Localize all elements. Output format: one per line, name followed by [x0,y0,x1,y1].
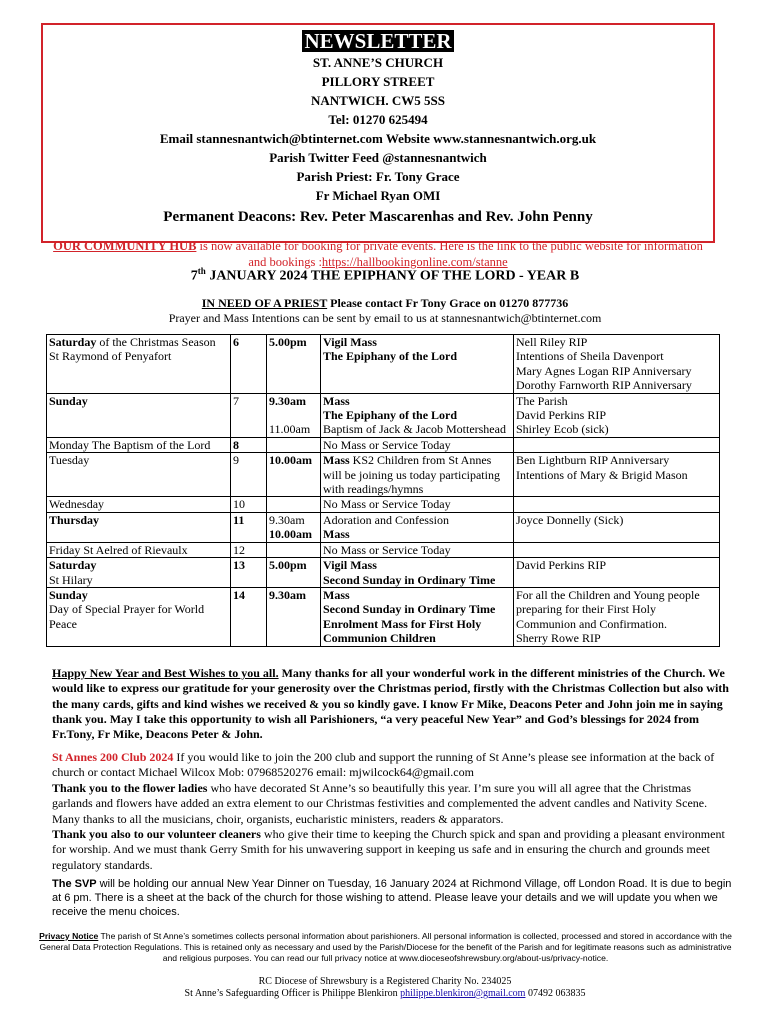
date-cell: 13 [231,558,267,588]
day-note: of the Christmas Season [96,335,216,349]
cleaners-label: Thank you also to our volunteer cleaners [52,827,261,841]
intention: For all the Children and Young people preparing for their First Holy Communion and Confirmation. [516,587,700,631]
charity-line: RC Diocese of Shrewsbury is a Registered Charity No. 234025 [258,976,512,987]
fr-michael: Fr Michael Ryan OMI [315,188,441,203]
safeguarding-email-link[interactable]: philippe.blenkiron@gmail.com [400,988,526,999]
time-line: 9.30am [269,512,305,527]
date-cell: 9 [231,453,267,497]
intention: Ben Lightburn RIP Anniversary [516,453,670,468]
privacy-notice [38,931,733,964]
service-line: Enrolment Mass for First Holy Communion Children [323,616,482,646]
need-priest-line [0,296,770,311]
cleaners-text: who give their time to keeping the Church spick and span and providing a pleasant environment for worship. And we must thank Gerry Smith for his unwavering support in keeping us safe and in ensuring the church and grounds meet regulatory standards. [52,827,725,872]
table-row [47,512,720,542]
flower-ladies-label: Thank you to the flower ladies [52,781,208,795]
prayer-intentions-line: Prayer and Mass Intentions can be sent by email to us at stannesnantwich@btinternet.com [168,311,602,325]
service-line: Vigil Mass [323,558,377,573]
service-cell: No Mass or Service Today [321,437,514,452]
service-line: Adoration and Confession [323,512,449,527]
twitter-feed: Parish Twitter Feed @stannesnantwich [269,150,487,165]
flower-ladies-paragraph [52,781,732,827]
day-note: Day of Special Prayer for World Peace [49,602,205,631]
date-cell: 8 [231,437,267,452]
day-label: Sunday [49,587,88,602]
club-200-label: St Annes 200 Club 2024 [52,750,174,764]
time-cell [267,542,321,557]
cleaners-paragraph [52,827,732,873]
time-line: 9.30am [269,393,306,408]
privacy-text: The parish of St Anne’s sometimes collects personal information about parishioners. All personal information is collected, processed and stored in accordance with the General Data Protection Regulations. This is retained only as necessary and used by the Parish/Diocese for the benefit of the Parish and for legitimate reasons such as administrative and religious purposes. You can read our full privacy notice at www.dioceseofshrewsbury.org/about-us/privacy-notice. [39,931,732,963]
service-cell: No Mass or Service Today [321,497,514,512]
service-line: Mass [323,587,350,602]
greeting-text: Many thanks for all your wonderful work in the different ministries of the Church. We would like to express our gratitude for your generosity over the Christmas period, firstly with the Christmas Collection but also with the many cards, gifts and kind wishes we received & you so kindly gave. I know Fr Mike, Deacons Peter and John join me in saying thank you. May I take this opportunity to wish all Parishioners, “a very peaceful New Year” and God’s blessings for 2024 from Fr.Tony, Fr Mike, Deacons Peter & John. [52,666,729,742]
epiphany-heading [0,266,770,285]
service-cell: No Mass or Service Today [321,542,514,557]
date-cell: 14 [231,587,267,646]
church-street: PILLORY STREET [321,74,435,89]
service-cell [321,587,514,646]
intentions-cell [514,497,720,512]
intention: David Perkins RIP [516,558,606,573]
day-cell [47,335,231,394]
time-line: 10.00am [269,527,312,542]
hall-booking-link[interactable]: https://hallbookingonline.com/stanne [321,255,508,269]
table-row [47,558,720,588]
service-cell [321,393,514,437]
table-row [47,497,720,512]
date-cell: 12 [231,542,267,557]
intentions-cell [514,393,720,437]
time-cell: 9.30am [267,587,321,646]
permanent-deacons: Permanent Deacons: Rev. Peter Mascarenhas and Rev. John Penny [163,209,593,225]
intention: Shirley Ecob (sick) [516,422,609,437]
flower-ladies-text: who have decorated St Anne’s so beautifully this year. I’m sure you will all agree that the Christmas garlands and flowers have added an extra element to our Christmas festivities and complemented the advent candles and Nativity Scene. Many thanks to all the musicians, choir, organists, eucharistic ministers, readers & apparators. [52,781,708,826]
intention: The Parish [516,393,568,408]
day-cell: Wednesday [47,497,231,512]
church-name: ST. ANNE’S CHURCH [312,55,444,70]
safeguarding-line [0,988,770,1000]
day-cell: Sunday [47,393,231,437]
service-line: Vigil Mass [323,335,377,349]
time-cell [267,512,321,542]
intention: David Perkins RIP [516,408,606,423]
saint-label: St Raymond of Penyafort [49,349,172,364]
service-cell [321,558,514,588]
svp-label: The SVP [52,878,97,890]
intentions-cell [514,453,720,497]
church-town: NANTWICH. CW5 5SS [311,93,445,108]
church-tel: Tel: 01270 625494 [328,112,428,127]
table-row [47,335,720,394]
service-cell [321,512,514,542]
date-cell: 6 [231,335,267,394]
service-line: The Epiphany of the Lord [323,349,458,364]
day-cell: Thursday [47,512,231,542]
service-line: Baptism of Jack & Jacob Mottershead [323,422,506,437]
time-line: 11.00am [269,422,311,437]
time-cell: 5.00pm [267,335,321,394]
date-cell: 11 [231,512,267,542]
table-row [47,542,720,557]
date-cell: 10 [231,497,267,512]
time-cell [267,437,321,452]
intentions-cell [514,437,720,452]
intentions-cell [514,512,720,542]
intentions-cell [514,587,720,646]
service-line: Mass [323,527,350,542]
intention: Mary Agnes Logan RIP Anniversary [516,363,692,378]
time-cell: 10.00am [267,453,321,497]
day-cell [47,587,231,646]
parish-priest: Parish Priest: Fr. Tony Grace [296,169,460,184]
day-cell: Tuesday [47,453,231,497]
intention: Intentions of Sheila Davenport [516,349,664,364]
epiphany-title: JANUARY 2024 THE EPIPHANY OF THE LORD - YEAR B [205,268,580,284]
saint-label: St Hilary [49,572,93,587]
intentions-cell [514,335,720,394]
community-hub-label: OUR COMMUNITY HUB [53,239,197,253]
svp-paragraph [52,877,732,919]
intention: Sherry Rowe RIP [516,631,601,646]
epiphany-ordinal: th [197,266,206,276]
safeguarding-text: St Anne’s Safeguarding Officer is Philippe Blenkiron [184,988,401,999]
intention: Joyce Donnelly (Sick) [516,512,624,527]
intention: Nell Riley RIP [516,335,588,349]
time-cell: 5.00pm [267,558,321,588]
privacy-label: Privacy Notice [39,931,99,941]
church-email-website: Email stannesnantwich@btinternet.com Website www.stannesnantwich.org.uk [159,131,597,146]
need-priest-text: Please contact Fr Tony Grace on 01270 877736 [327,296,569,310]
greeting-lead: Happy New Year and Best Wishes to you all. [52,666,279,680]
mass-schedule-table [46,334,720,647]
day-cell: Monday The Baptism of the Lord [47,437,231,452]
day-cell [47,558,231,588]
service-line: Mass [323,393,350,408]
club-200-text: If you would like to join the 200 club and support the running of St Anne’s please see information at the back of church or contact Michael Wilcox Mob: 07968520276 email: mjwilcock64@gmail.com [52,750,715,780]
club-200-paragraph [52,750,732,781]
intention: Intentions of Mary & Brigid Mason [516,467,688,482]
service-cell [321,335,514,394]
day-label: Saturday [49,335,97,349]
table-row [47,587,720,646]
service-cell [321,453,514,497]
table-row [47,437,720,452]
time-cell [267,497,321,512]
epiphany-day: 7 [190,268,198,284]
intentions-cell [514,558,720,588]
safeguarding-phone: 07492 063835 [525,988,586,999]
header-box [41,23,715,269]
community-hub-text: is now available for booking for private events. Here is the link to the public website for information and bookings : [196,239,703,269]
service-line: The Epiphany of the Lord [323,408,458,423]
service-line: Second Sunday in Ordinary Time [323,572,496,587]
date-cell: 7 [231,393,267,437]
intentions-cell [514,542,720,557]
service-line: KS2 Children from St Annes will be joining us today participating with readings/hymns [323,453,500,497]
service-label: Mass [323,453,350,468]
newsletter-title: NEWSLETTER [304,29,452,53]
day-cell: Friday St Aelred of Rievaulx [47,542,231,557]
new-year-greeting [52,666,732,742]
intention: Dorothy Farnworth RIP Anniversary [516,378,692,393]
day-label: Saturday [49,558,97,573]
need-priest-label: IN NEED OF A PRIEST [201,296,328,310]
table-row [47,393,720,437]
table-row [47,453,720,497]
svp-text: will be holding our annual New Year Dinner on Tuesday, 16 January 2024 at Richmond Village, off London Road. It is due to begin at 6 pm. There is a sheet at the back of the church for those wishing to attend. Please leave your details and we will update you when we receive the menu choices. [52,878,732,918]
time-cell [267,393,321,437]
service-line: Second Sunday in Ordinary Time [323,602,496,617]
